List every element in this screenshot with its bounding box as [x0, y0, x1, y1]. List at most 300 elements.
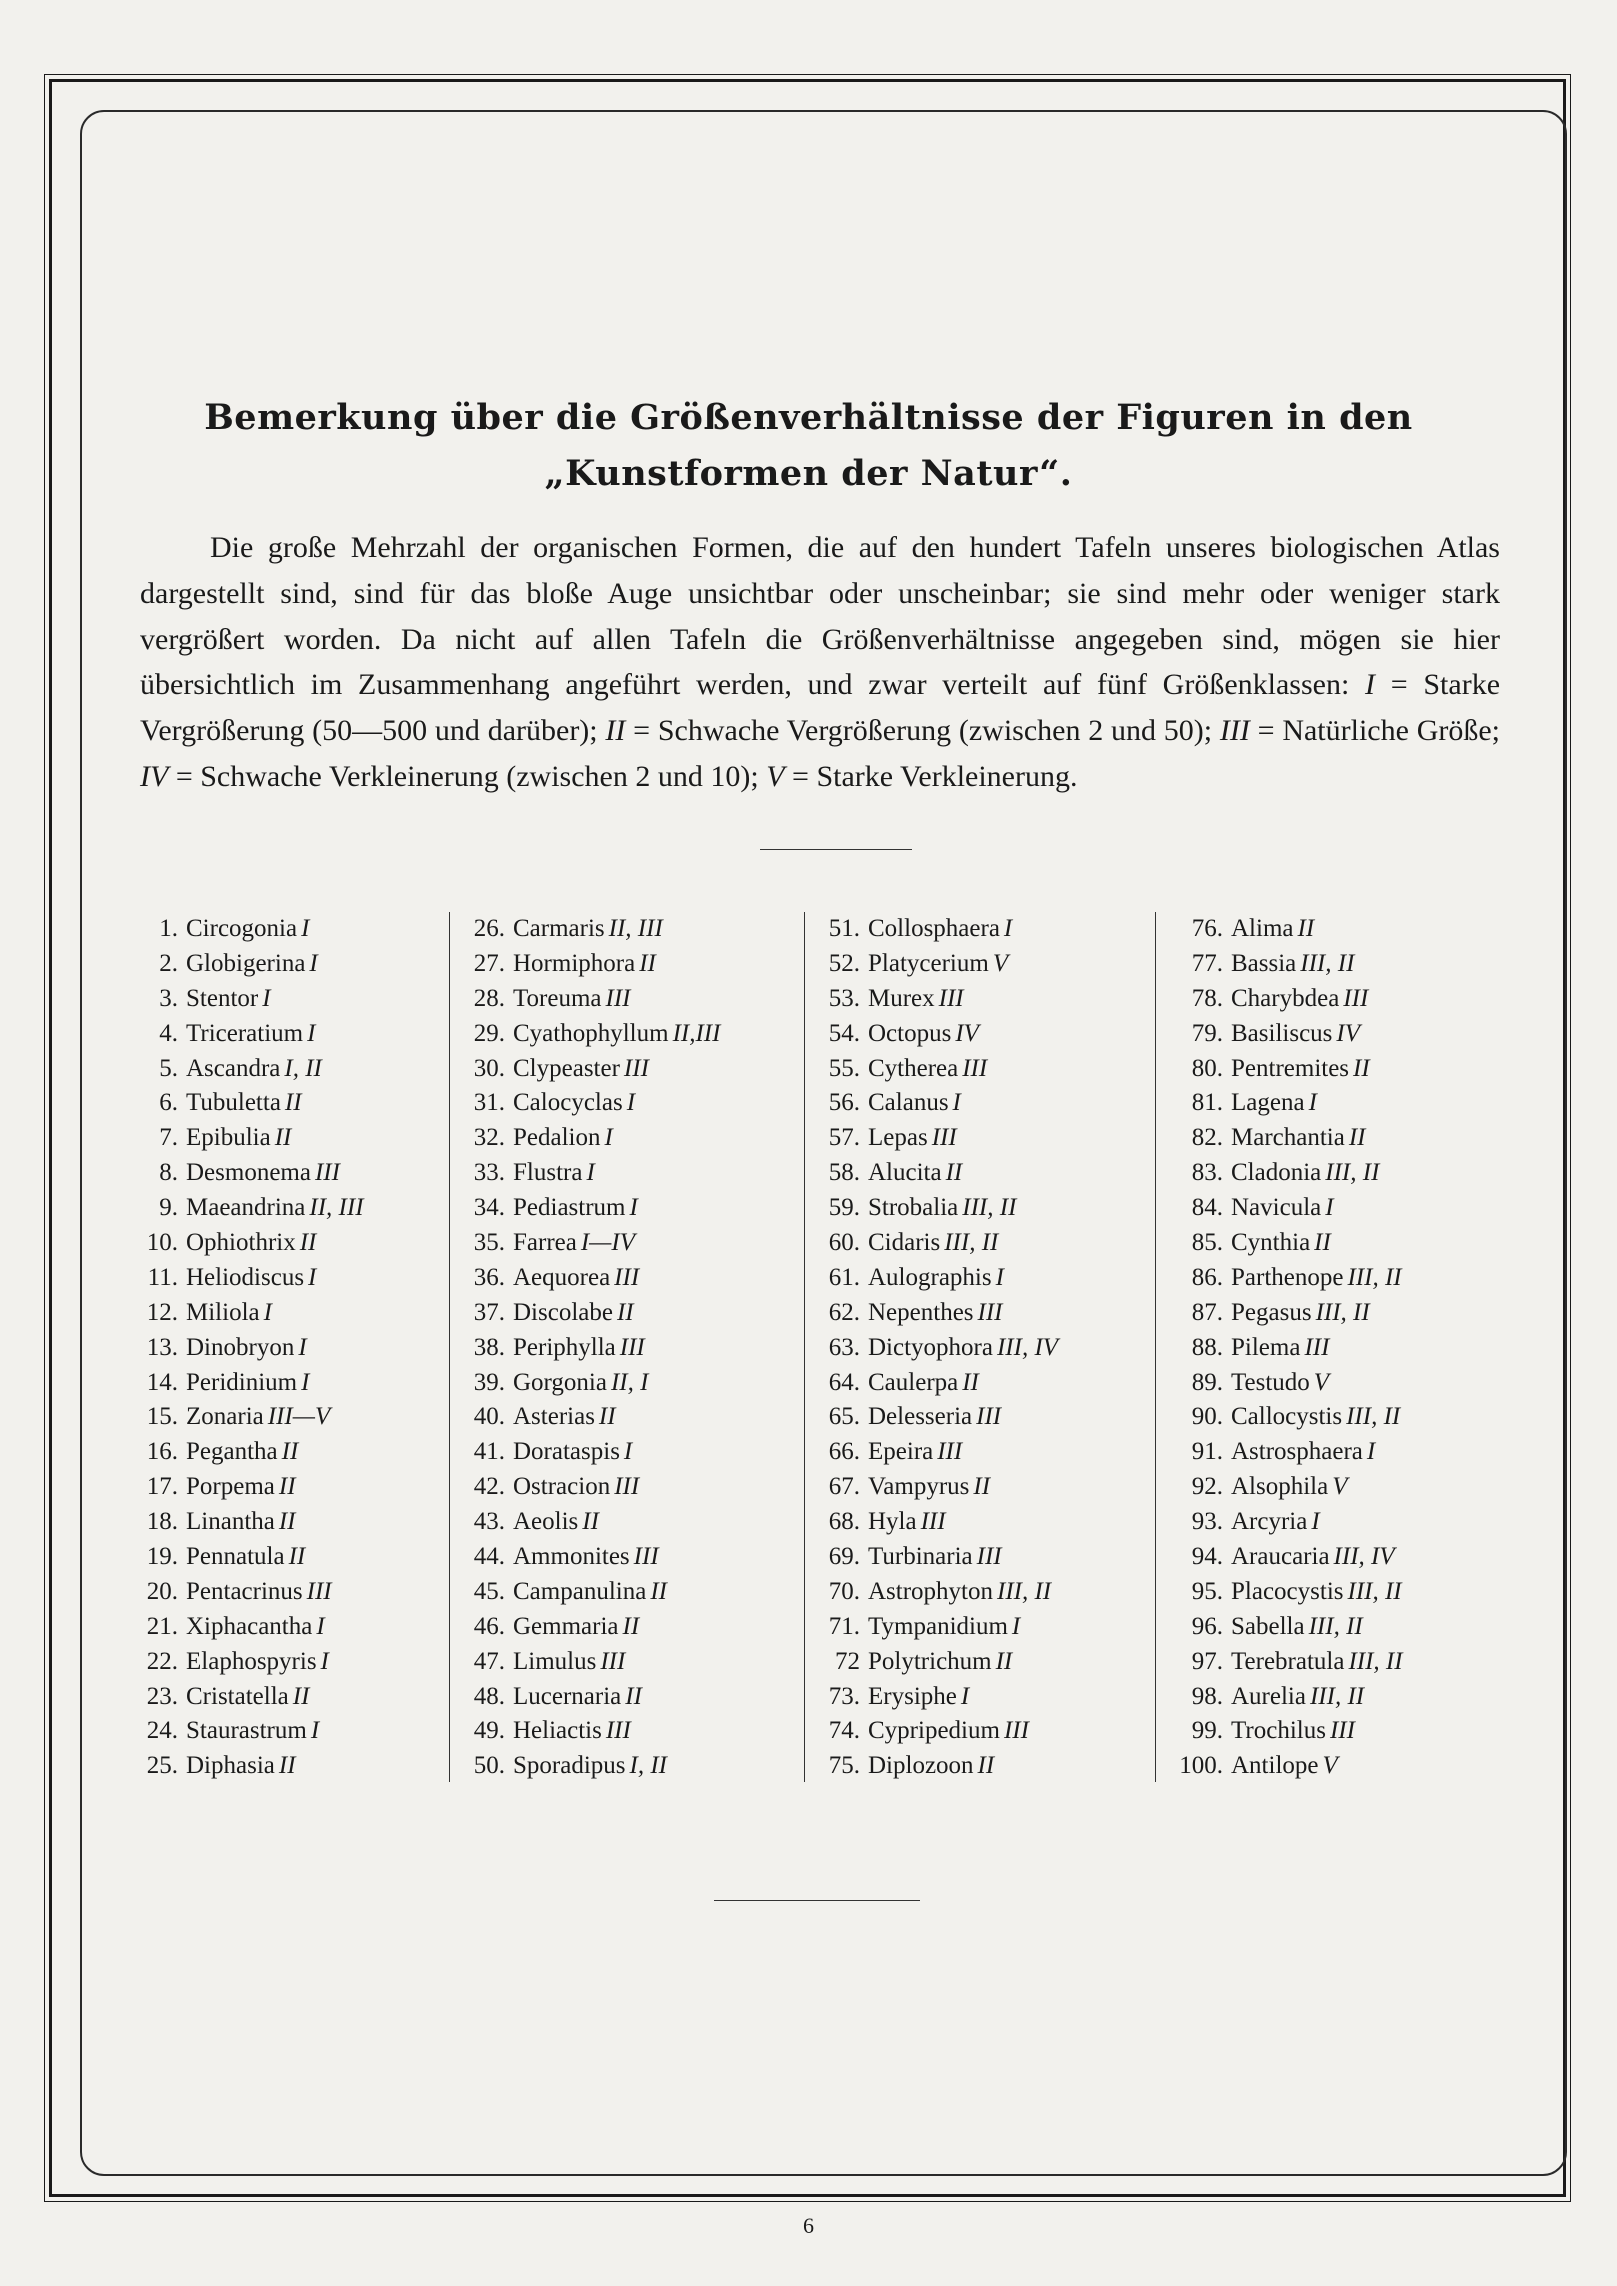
size-class: III	[938, 984, 964, 1012]
plate-number: 33.	[473, 1159, 505, 1187]
plate-label	[1231, 1191, 1334, 1226]
plate-number: 37.	[473, 1298, 505, 1326]
size-class: I	[1003, 915, 1013, 942]
list-item	[1171, 1575, 1505, 1610]
plate-number: 94.	[1191, 1543, 1223, 1571]
genus-name: Antilope	[1231, 1752, 1319, 1780]
genus-name: Charybdea	[1231, 984, 1340, 1012]
size-class: I	[298, 1333, 307, 1361]
genus-name: Platycerium	[868, 949, 989, 977]
list-item	[465, 1645, 804, 1680]
plate-label	[868, 1610, 1020, 1645]
size-class: I, II	[284, 1054, 322, 1082]
plate-number: 92.	[1191, 1473, 1223, 1501]
size-class: II	[1353, 1054, 1370, 1082]
list-item	[140, 1400, 449, 1435]
plate-label	[186, 1366, 309, 1401]
genus-name: Strobalia	[868, 1194, 959, 1222]
page-title	[100, 390, 1517, 502]
plate-number: 23.	[146, 1682, 178, 1710]
genus-name: Epeira	[868, 1438, 934, 1466]
genus-name: Aurelia	[1231, 1682, 1306, 1710]
size-class: III	[619, 1333, 645, 1361]
size-class: II	[616, 1298, 634, 1326]
plate-label	[186, 1435, 298, 1470]
plate-label	[868, 1121, 957, 1156]
plate-label	[1231, 1121, 1366, 1156]
plate-number: 8.	[159, 1159, 178, 1187]
plate-label	[513, 1505, 599, 1540]
plate-label	[513, 1156, 595, 1191]
list-item	[140, 1714, 449, 1749]
genus-name: Pediastrum	[513, 1194, 626, 1222]
genus-name: Toreuma	[513, 984, 602, 1012]
list-item	[820, 1226, 1155, 1261]
intro-text: = Schwache Verkleinerung (zwischen 2 und 10);	[168, 759, 767, 793]
genus-name: Limulus	[513, 1647, 597, 1675]
plate-number: 64.	[828, 1368, 860, 1396]
plate-number: 40.	[473, 1403, 505, 1431]
genus-name: Porpema	[186, 1473, 275, 1501]
list-item	[1171, 1680, 1505, 1715]
plate-number: 93.	[1191, 1508, 1223, 1536]
list-item	[465, 1749, 804, 1784]
class-symbol: III	[1219, 714, 1250, 748]
plate-label	[513, 912, 663, 947]
size-class: III, IV	[1333, 1543, 1395, 1571]
size-class: I	[320, 1647, 329, 1675]
plate-number: 49.	[473, 1717, 505, 1745]
genus-name: Ostracion	[513, 1473, 611, 1501]
plate-label	[513, 1191, 638, 1226]
plate-number: 95.	[1191, 1577, 1223, 1605]
plate-label	[1231, 1435, 1375, 1470]
plate-label	[868, 1261, 1004, 1296]
genus-name: Aequorea	[513, 1263, 611, 1291]
size-class: V	[1313, 1368, 1330, 1396]
plate-label	[868, 1470, 990, 1505]
size-class: III	[314, 1159, 340, 1187]
list-item	[1171, 912, 1505, 947]
size-class: I	[960, 1682, 970, 1710]
plate-number: 13.	[146, 1333, 178, 1361]
plate-label	[186, 1470, 296, 1505]
plate-label	[868, 1017, 979, 1052]
plate-number: 19.	[146, 1543, 178, 1571]
size-class: II	[1297, 915, 1315, 942]
plate-number: 84.	[1191, 1194, 1223, 1222]
size-class: I	[307, 1019, 316, 1047]
genus-name: Globigerina	[186, 949, 306, 977]
plate-number: 58.	[828, 1159, 860, 1187]
genus-name: Heliactis	[513, 1717, 602, 1745]
plate-label	[513, 1540, 659, 1575]
list-item	[820, 1191, 1155, 1226]
genus-name: Collosphaera	[868, 915, 1000, 942]
plate-label	[1231, 1400, 1400, 1435]
list-item	[820, 1645, 1155, 1680]
plate-label	[1231, 1575, 1402, 1610]
size-class: III	[931, 1124, 957, 1152]
size-class: I	[1011, 1612, 1021, 1640]
genus-name: Aulographis	[868, 1263, 992, 1291]
size-class: II	[281, 1438, 299, 1466]
class-symbol: II	[605, 714, 626, 748]
plate-number: 17.	[146, 1473, 178, 1501]
plate-number: 57.	[828, 1124, 860, 1152]
class-symbol: IV	[140, 759, 169, 793]
plate-number: 12.	[146, 1298, 178, 1326]
genus-name: Alima	[1231, 915, 1294, 942]
genus-name: Delesseria	[868, 1403, 973, 1431]
class-symbol: V	[766, 759, 785, 793]
plate-label	[868, 1749, 994, 1784]
plate-label	[513, 1052, 649, 1087]
plate-label	[868, 947, 1008, 982]
size-class: II	[1314, 1229, 1331, 1257]
list-item	[140, 1156, 449, 1191]
plate-number: 26.	[473, 915, 505, 942]
genus-name: Nepenthes	[868, 1298, 974, 1326]
plate-number: 86.	[1191, 1263, 1223, 1291]
intro-text: Die große Mehrzahl der organischen Formen, die auf den hundert Tafeln unseres biologischen Atlas dargestellt sind, sind für das bloße Auge unsichtbar oder unscheinbar; sie sind mehr oder weniger stark vergrößert worden. Da nicht auf allen Tafeln die Größenverhältnisse angegeben sind, mögen sie hier übersichtlich im Zusammenhang angeführt werden, und zwar verteilt auf fünf Größenklassen:	[140, 531, 1500, 702]
size-class: III	[1343, 984, 1369, 1012]
plate-number: 20.	[146, 1577, 178, 1605]
plate-label	[513, 1017, 720, 1052]
genus-name: Calanus	[868, 1089, 949, 1117]
plate-number: 98.	[1191, 1682, 1223, 1710]
list-item	[465, 1086, 804, 1121]
plate-label	[513, 1575, 667, 1610]
genus-name: Aeolis	[513, 1508, 579, 1536]
plate-number: 3.	[159, 984, 178, 1012]
plate-label	[186, 1226, 316, 1261]
plate-label	[1231, 1331, 1329, 1366]
plate-label	[513, 1366, 648, 1401]
size-class: III	[962, 1054, 988, 1082]
plate-label	[186, 1261, 316, 1296]
plate-number: 46.	[473, 1612, 505, 1640]
plate-number: 100.	[1179, 1752, 1223, 1780]
list-item	[1171, 947, 1505, 982]
plate-label	[1231, 1226, 1331, 1261]
size-class: I	[309, 949, 318, 977]
list-item	[820, 1261, 1155, 1296]
plate-label	[1231, 1296, 1370, 1331]
plate-number: 65.	[828, 1403, 860, 1431]
plate-number: 85.	[1191, 1229, 1223, 1257]
plate-label	[868, 1645, 1012, 1680]
intro-text: = Starke Vergrößerung (50—500 und darüber);	[140, 668, 1501, 748]
list-item	[1171, 1470, 1505, 1505]
plate-label	[513, 1610, 639, 1645]
plate-number: 77.	[1191, 949, 1223, 977]
list-item	[1171, 1156, 1505, 1191]
intro-text: = Starke Verkleinerung.	[784, 759, 1078, 793]
size-class: I	[1366, 1438, 1376, 1466]
size-class: II	[977, 1752, 995, 1780]
size-class: II	[945, 1159, 963, 1187]
plate-number: 87.	[1191, 1298, 1223, 1326]
plate-label	[868, 1575, 1051, 1610]
plate-label	[186, 1749, 296, 1784]
plate-label	[868, 1226, 998, 1261]
genus-name: Sabella	[1231, 1612, 1305, 1640]
size-class: II	[639, 949, 656, 977]
plate-label	[186, 1610, 325, 1645]
size-class: I	[263, 1298, 272, 1326]
genus-name: Circogonia	[186, 915, 298, 942]
plate-number: 69.	[828, 1543, 860, 1571]
list-item	[465, 1366, 804, 1401]
size-class: III	[306, 1577, 332, 1605]
plate-number: 89.	[1191, 1368, 1223, 1396]
genus-name: Clypeaster	[513, 1054, 620, 1082]
list-item	[1171, 1086, 1505, 1121]
class-symbol: I	[1365, 668, 1376, 702]
size-class: I	[586, 1159, 595, 1187]
plate-number: 90.	[1191, 1403, 1223, 1431]
size-class: III, II	[1325, 1159, 1380, 1187]
plate-number: 97.	[1191, 1647, 1223, 1675]
size-class: II	[582, 1508, 599, 1536]
plate-label	[186, 1086, 302, 1121]
list-item	[140, 1610, 449, 1645]
list-item	[140, 912, 449, 947]
genus-name: Cidaris	[868, 1229, 941, 1257]
plate-number: 9.	[159, 1194, 178, 1222]
plate-number: 5.	[159, 1054, 178, 1082]
size-class: II	[299, 1229, 317, 1257]
list-item	[140, 1505, 449, 1540]
genus-name: Discolabe	[513, 1298, 613, 1326]
list-item	[140, 1017, 449, 1052]
plate-number: 59.	[828, 1194, 860, 1222]
plate-number: 31.	[473, 1089, 505, 1117]
plate-number: 81.	[1191, 1089, 1223, 1117]
genus-name: Periphylla	[513, 1333, 616, 1361]
plate-list	[140, 912, 1505, 1784]
list-item	[140, 1331, 449, 1366]
genus-name: Pentacrinus	[186, 1577, 303, 1605]
plate-number: 71.	[828, 1612, 860, 1640]
size-class: III	[976, 1403, 1002, 1431]
plate-label	[1231, 1261, 1402, 1296]
genus-name: Lucernaria	[513, 1682, 622, 1710]
plate-label	[868, 1540, 1002, 1575]
plate-number: 51.	[828, 915, 860, 942]
size-class: III—V	[267, 1403, 331, 1431]
plate-number: 48.	[473, 1682, 505, 1710]
genus-name: Astrophyton	[868, 1577, 993, 1605]
genus-name: Maeandrina	[186, 1194, 306, 1222]
size-class: II, I	[610, 1368, 649, 1396]
size-class: II	[1348, 1124, 1366, 1152]
size-class: II	[962, 1368, 979, 1396]
plate-label	[1231, 1017, 1360, 1052]
list-item	[1171, 1645, 1505, 1680]
list-item	[465, 1714, 804, 1749]
list-item	[465, 1017, 804, 1052]
plate-number: 62.	[828, 1298, 860, 1326]
list-item	[1171, 1400, 1505, 1435]
list-item	[820, 1296, 1155, 1331]
plate-label	[1231, 1470, 1348, 1505]
list-item	[820, 1156, 1155, 1191]
plate-number: 96.	[1191, 1612, 1223, 1640]
plate-label	[1231, 1749, 1338, 1784]
plate-label	[868, 1296, 1003, 1331]
size-class: I	[604, 1124, 613, 1152]
plate-number: 54.	[828, 1019, 860, 1047]
size-class: II	[292, 1682, 310, 1710]
plate-label	[513, 947, 656, 982]
plate-label	[186, 1121, 291, 1156]
plate-label	[868, 1505, 946, 1540]
size-class: III, II	[1308, 1612, 1363, 1640]
plate-number: 88.	[1191, 1333, 1223, 1361]
size-class: I	[623, 1438, 633, 1466]
size-class: III	[1329, 1717, 1355, 1745]
plate-label	[1231, 1086, 1317, 1121]
size-class: II	[274, 1124, 292, 1152]
list-item	[465, 1296, 804, 1331]
genus-name: Triceratium	[186, 1019, 304, 1047]
list-item	[465, 1226, 804, 1261]
size-class: I	[301, 915, 310, 942]
list-item	[820, 1680, 1155, 1715]
intro-text: = Schwache Vergrößerung (zwischen 2 und 50);	[625, 714, 1220, 748]
plate-label	[868, 1680, 969, 1715]
genus-name: Hyla	[868, 1508, 917, 1536]
size-class: II	[278, 1508, 296, 1536]
list-column-3	[804, 912, 1155, 1784]
plate-label	[868, 912, 1012, 947]
plate-number: 44.	[473, 1543, 505, 1571]
genus-name: Diplozoon	[868, 1752, 974, 1780]
plate-number: 79.	[1191, 1019, 1223, 1047]
size-class: III, II	[1300, 949, 1355, 977]
plate-label	[868, 1714, 1029, 1749]
plate-number: 36.	[473, 1263, 505, 1291]
plate-label	[868, 1366, 979, 1401]
plate-label	[1231, 1505, 1320, 1540]
plate-number: 14.	[146, 1368, 178, 1396]
list-item	[1171, 982, 1505, 1017]
genus-name: Farrea	[513, 1229, 577, 1257]
list-item	[465, 1156, 804, 1191]
plate-number: 27.	[473, 949, 505, 977]
genus-name: Alucita	[868, 1159, 942, 1187]
plate-label	[186, 947, 318, 982]
list-item	[140, 1226, 449, 1261]
plate-number: 2.	[159, 949, 178, 977]
plate-number: 7.	[159, 1124, 178, 1152]
plate-label	[186, 1156, 340, 1191]
plate-label	[513, 1226, 635, 1261]
plate-label	[186, 1540, 305, 1575]
genus-name: Hormiphora	[513, 949, 636, 977]
genus-name: Calocyclas	[513, 1089, 623, 1117]
list-item	[140, 1435, 449, 1470]
plate-number: 30.	[473, 1054, 505, 1082]
plate-label	[186, 1191, 364, 1226]
size-class: III, II	[1347, 1263, 1402, 1291]
plate-number: 34.	[473, 1194, 505, 1222]
list-item	[820, 1435, 1155, 1470]
genus-name: Campanulina	[513, 1577, 647, 1605]
plate-number: 16.	[146, 1438, 178, 1466]
size-class: IV	[955, 1019, 979, 1047]
genus-name: Turbinaria	[868, 1543, 973, 1571]
list-item	[140, 1261, 449, 1296]
plate-number: 29.	[473, 1019, 505, 1047]
size-class: III	[605, 1717, 631, 1745]
plate-label	[186, 1296, 272, 1331]
list-item	[465, 1610, 804, 1645]
genus-name: Murex	[868, 984, 935, 1012]
plate-label	[868, 1191, 1016, 1226]
size-class: II	[598, 1403, 616, 1431]
genus-name: Testudo	[1231, 1368, 1310, 1396]
list-item	[140, 1470, 449, 1505]
plate-number: 6.	[159, 1089, 178, 1117]
genus-name: Cypripedium	[868, 1717, 1000, 1745]
size-class: III	[1003, 1717, 1029, 1745]
plate-label	[513, 1296, 634, 1331]
list-item	[140, 1052, 449, 1087]
list-item	[140, 1366, 449, 1401]
plate-number: 60.	[828, 1229, 860, 1257]
genus-name: Sporadipus	[513, 1752, 626, 1780]
size-class: I	[995, 1263, 1004, 1291]
list-item	[465, 1680, 804, 1715]
list-item	[465, 1575, 804, 1610]
size-class: I	[629, 1194, 638, 1222]
size-class: III	[920, 1508, 946, 1536]
genus-name: Gorgonia	[513, 1368, 607, 1396]
list-item	[140, 1575, 449, 1610]
size-class: I	[626, 1089, 636, 1117]
list-item	[1171, 1540, 1505, 1575]
plate-number: 55.	[828, 1054, 860, 1082]
list-column-4	[1155, 912, 1505, 1784]
list-item	[465, 1261, 804, 1296]
genus-name: Elaphospyris	[186, 1647, 317, 1675]
genus-name: Callocystis	[1231, 1403, 1343, 1431]
list-item	[820, 1017, 1155, 1052]
size-class: V	[992, 949, 1009, 977]
size-class: III, II	[1347, 1577, 1402, 1605]
size-class: III	[977, 1298, 1003, 1326]
genus-name: Pegasus	[1231, 1298, 1312, 1326]
list-item	[820, 1610, 1155, 1645]
genus-name: Epibulia	[186, 1124, 271, 1152]
plate-number: 28.	[473, 984, 505, 1012]
plate-number: 83.	[1191, 1159, 1223, 1187]
list-item	[1171, 1121, 1505, 1156]
plate-label	[513, 1714, 631, 1749]
list-item	[820, 1331, 1155, 1366]
list-item	[465, 1400, 804, 1435]
plate-number: 42.	[473, 1473, 505, 1501]
plate-label	[186, 1052, 322, 1087]
genus-name: Pilema	[1231, 1333, 1301, 1361]
plate-number: 15.	[146, 1403, 178, 1431]
genus-name: Terebratula	[1231, 1647, 1345, 1675]
list-item	[1171, 1331, 1505, 1366]
genus-name: Ophiothrix	[186, 1229, 296, 1257]
